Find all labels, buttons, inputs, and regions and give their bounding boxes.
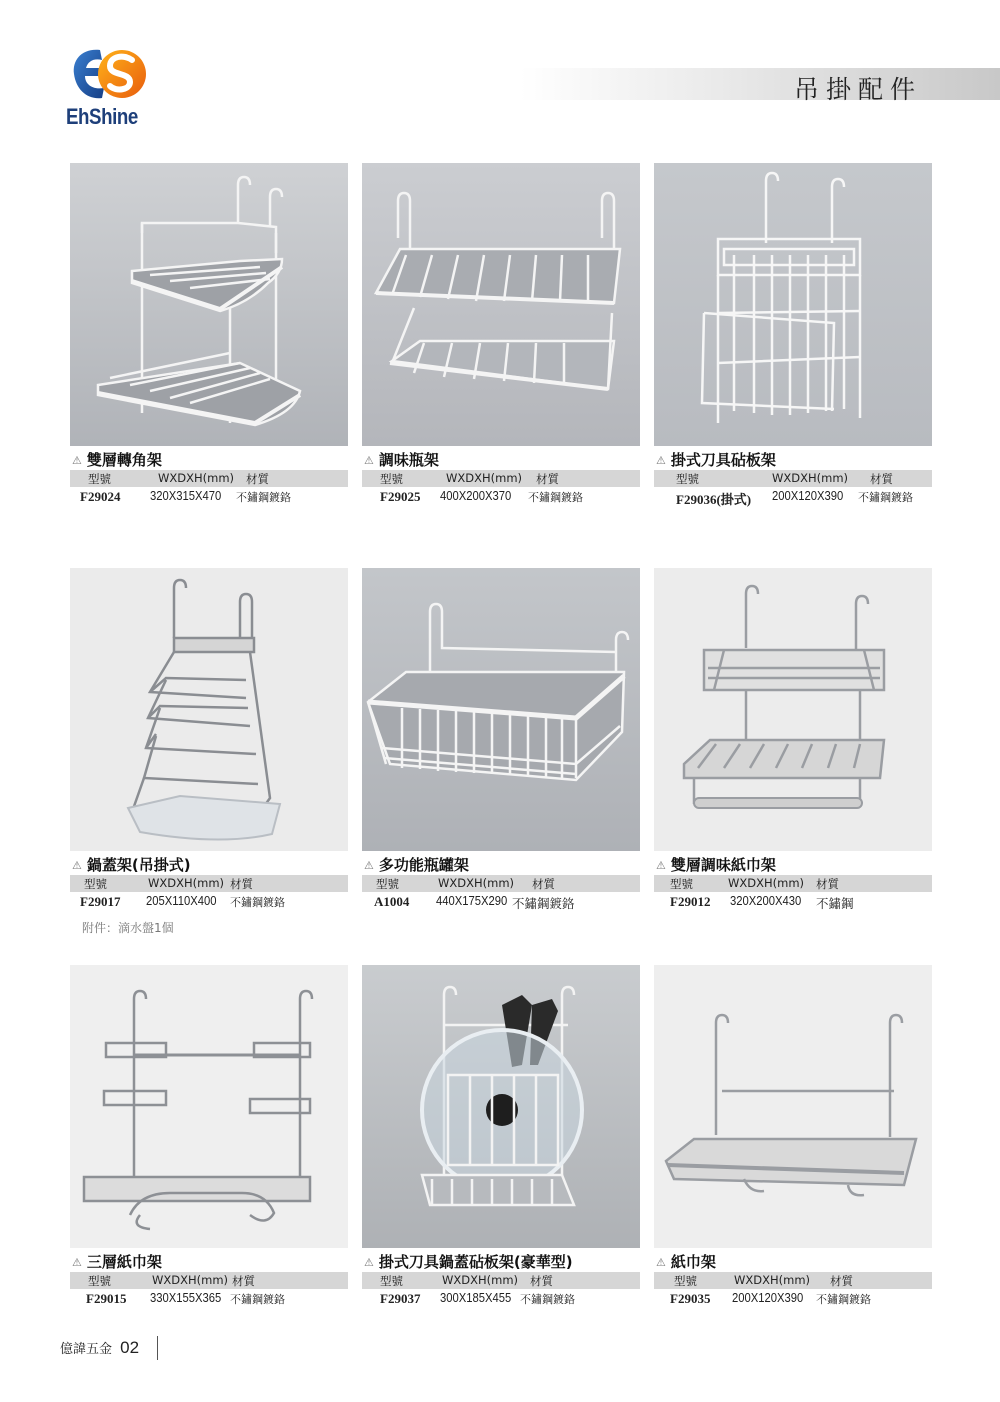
spec-header	[362, 875, 640, 892]
material-header: 材質	[536, 472, 559, 486]
spec-row	[654, 489, 932, 507]
product-name: ⚠ 雙層轉角架	[72, 451, 162, 469]
product-dims: 330X155X365	[150, 1291, 222, 1305]
brand-logo	[66, 46, 156, 136]
product-name: ⚠ 雙層調味紙巾架	[656, 856, 776, 874]
warning-icon: ⚠	[72, 454, 82, 467]
dims-header: WXDXH(mm)	[158, 471, 235, 485]
page-number: 02	[120, 1338, 140, 1357]
spec-header	[362, 470, 640, 487]
model-header: 型號	[84, 877, 107, 891]
model-header: 型號	[88, 1274, 111, 1288]
warning-icon: ⚠	[364, 1256, 374, 1269]
spec-row	[654, 1291, 932, 1309]
product-photo	[362, 965, 640, 1248]
spec-header	[362, 1272, 640, 1289]
model-header: 型號	[676, 472, 699, 486]
dims-header: WXDXH(mm)	[438, 876, 515, 890]
product-dims: 320X315X470	[150, 489, 222, 503]
product-photo	[70, 163, 348, 446]
product-name: ⚠ 紙巾架	[656, 1253, 716, 1271]
material-header: 材質	[232, 1274, 255, 1288]
product-name: ⚠ 鍋蓋架(吊掛式)	[72, 856, 191, 874]
model-header: 型號	[380, 472, 403, 486]
warning-icon: ⚠	[72, 1256, 82, 1269]
product-material: 不鏽鋼鍍鉻	[512, 896, 575, 911]
page-footer	[60, 1338, 139, 1358]
product-model: F29036(掛式)	[676, 492, 752, 507]
multipurpose-basket-image	[362, 568, 640, 851]
spec-row	[362, 489, 640, 507]
product-material: 不鏽鋼鍍鉻	[858, 491, 913, 504]
product-model: F29017	[80, 894, 121, 909]
product-material: 不鏽鋼鍍鉻	[236, 491, 291, 504]
product-model: F29015	[86, 1291, 127, 1306]
material-header: 材質	[816, 877, 839, 891]
product-name: ⚠ 掛式刀具砧板架	[656, 451, 776, 469]
spec-header	[654, 1272, 932, 1289]
footer-company: 億諱五金	[60, 1342, 113, 1357]
material-header: 材質	[830, 1274, 853, 1288]
product-material: 不鏽鋼鍍鉻	[520, 1293, 575, 1306]
dims-header: WXDXH(mm)	[772, 471, 849, 485]
product-model: F29035	[670, 1291, 711, 1306]
product-dims: 200X120X390	[772, 489, 844, 503]
product-model: A1004	[374, 894, 410, 909]
brand-name: EhShine	[66, 104, 138, 129]
material-header: 材質	[530, 1274, 553, 1288]
product-dims: 205X110X400	[146, 894, 217, 908]
product-model: F29024	[80, 489, 121, 504]
product-material: 不鏽鋼鍍鉻	[230, 896, 285, 909]
dims-header: WXDXH(mm)	[446, 471, 523, 485]
product-photo	[654, 965, 932, 1248]
dims-header: WXDXH(mm)	[148, 876, 225, 890]
header-band	[520, 68, 1000, 100]
warning-icon: ⚠	[364, 859, 374, 872]
warning-icon: ⚠	[656, 454, 666, 467]
dims-header: WXDXH(mm)	[442, 1273, 519, 1287]
spec-header	[70, 875, 348, 892]
model-header: 型號	[674, 1274, 697, 1288]
towel-rack-image	[654, 965, 932, 1248]
dims-header: WXDXH(mm)	[728, 876, 805, 890]
triple-towel-rack-image	[70, 965, 348, 1248]
warning-icon: ⚠	[72, 859, 82, 872]
product-photo	[70, 568, 348, 851]
product-material: 不鏽鋼鍍鉻	[230, 1293, 285, 1306]
material-header: 材質	[230, 877, 253, 891]
spec-row	[362, 1291, 640, 1309]
spec-row	[70, 1291, 348, 1309]
product-photo	[654, 568, 932, 851]
product-model: F29012	[670, 894, 711, 909]
dims-header: WXDXH(mm)	[734, 1273, 811, 1287]
product-dims: 400X200X370	[440, 489, 512, 503]
footer-divider	[157, 1336, 158, 1360]
product-name: ⚠ 調味瓶架	[364, 451, 439, 469]
spec-header	[654, 470, 932, 487]
spec-row	[70, 894, 348, 912]
warning-icon: ⚠	[656, 1256, 666, 1269]
product-material: 不鏽鋼	[816, 896, 854, 911]
product-material: 不鏽鋼鍍鉻	[816, 1293, 871, 1306]
spec-header	[70, 470, 348, 487]
model-header: 型號	[670, 877, 693, 891]
material-header: 材質	[246, 472, 269, 486]
warning-icon: ⚠	[656, 859, 666, 872]
double-spice-towel-rack-image	[654, 568, 932, 851]
material-header: 材質	[870, 472, 893, 486]
spec-row	[654, 894, 932, 912]
deluxe-knife-lid-rack-image	[362, 965, 640, 1248]
product-dims: 440X175X290	[436, 894, 508, 908]
model-header: 型號	[376, 877, 399, 891]
product-dims: 320X200X430	[730, 894, 802, 908]
product-dims: 300X185X455	[440, 1291, 512, 1305]
material-header: 材質	[532, 877, 555, 891]
product-photo	[70, 965, 348, 1248]
warning-icon: ⚠	[364, 454, 374, 467]
product-photo	[362, 163, 640, 446]
corner-rack-image	[70, 163, 348, 446]
model-header: 型號	[88, 472, 111, 486]
knife-board-rack-image	[654, 163, 932, 446]
product-name: ⚠ 掛式刀具鍋蓋砧板架(豪華型)	[364, 1253, 573, 1271]
ehshine-logo-icon	[70, 46, 146, 102]
spec-row	[70, 489, 348, 507]
page-title: 吊掛配件	[793, 75, 922, 104]
product-dims: 200X120X390	[732, 1291, 804, 1305]
pot-lid-rack-image	[70, 568, 348, 851]
product-photo	[362, 568, 640, 851]
spec-row	[362, 894, 640, 912]
dims-header: WXDXH(mm)	[152, 1273, 229, 1287]
product-model: F29037	[380, 1291, 421, 1306]
spec-header	[654, 875, 932, 892]
product-model: F29025	[380, 489, 421, 504]
product-note: 附件：滴水盤1個	[82, 921, 174, 935]
spec-header	[70, 1272, 348, 1289]
product-photo	[654, 163, 932, 446]
spice-rack-image	[362, 163, 640, 446]
product-material: 不鏽鋼鍍鉻	[528, 491, 583, 504]
product-name: ⚠ 多功能瓶罐架	[364, 856, 469, 874]
product-name: ⚠ 三層紙巾架	[72, 1253, 162, 1271]
model-header: 型號	[380, 1274, 403, 1288]
